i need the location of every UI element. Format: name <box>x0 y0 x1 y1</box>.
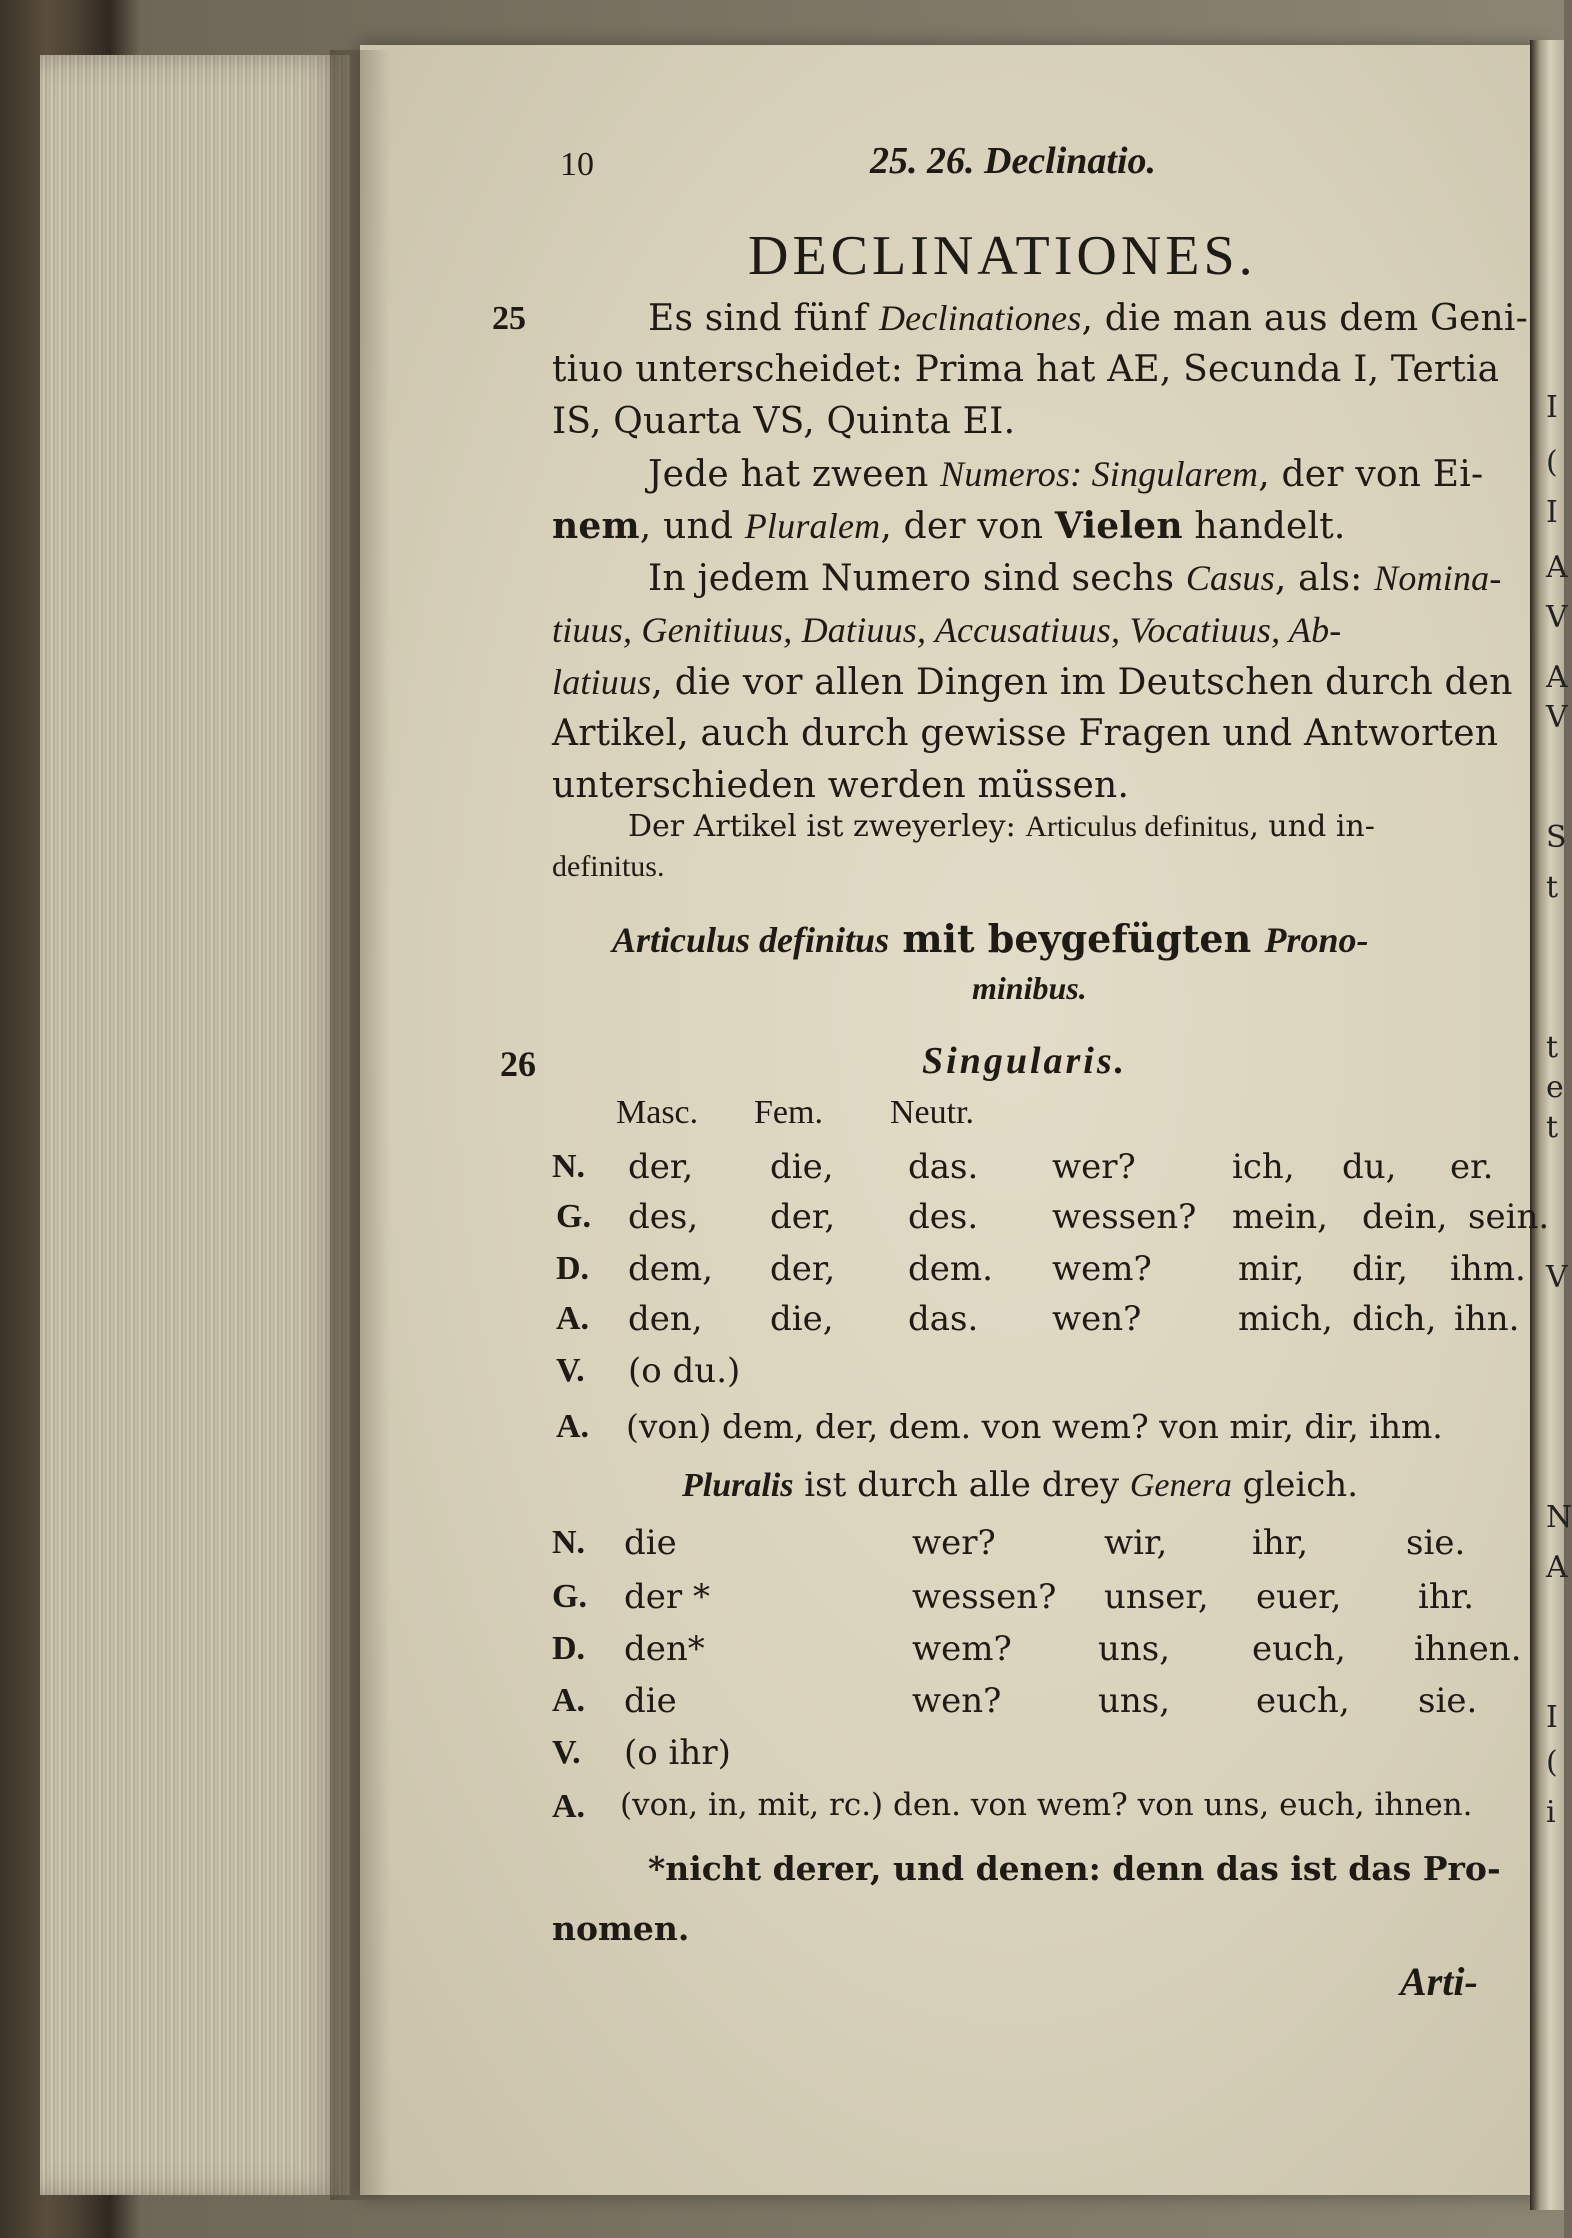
text-span: Vielen <box>1054 505 1183 547</box>
next-page-char: S <box>1546 820 1567 855</box>
ablative-plural: (von, in, mit, rc.) den. von wem? von uns, euch, ihnen. <box>620 1787 1473 1823</box>
next-page-char: t <box>1546 1030 1559 1065</box>
pronoun-2: dich, <box>1352 1299 1437 1339</box>
next-page-char: V <box>1546 1260 1568 1295</box>
pluralis-line <box>682 1465 1359 1505</box>
article-neutr: dem. <box>908 1249 993 1289</box>
articulus-heading <box>612 916 1369 961</box>
text-span: Genera <box>1129 1467 1232 1504</box>
ablative-singular: (von) dem, der, dem. von wem? von mir, dir, ihm. <box>626 1407 1443 1446</box>
column-header-masc: Masc. <box>616 1094 699 1131</box>
vocative-singular: (o du.) <box>628 1351 741 1391</box>
case-label: N. <box>552 1524 586 1561</box>
question-word: wessen? <box>1052 1197 1197 1237</box>
page-stack-edges <box>40 55 350 2195</box>
text-span: Casus <box>1185 558 1275 598</box>
case-label: D. <box>556 1250 590 1287</box>
case-label: A. <box>556 1300 590 1337</box>
pronoun-2: du, <box>1342 1147 1397 1187</box>
section-marker-26: 26 <box>500 1044 536 1084</box>
next-page-char: V <box>1546 600 1568 635</box>
case-label: N. <box>552 1148 586 1185</box>
text-line: definitus. <box>552 850 665 883</box>
footnote-line: nomen. <box>552 1909 690 1948</box>
next-page-char: I <box>1546 1700 1558 1735</box>
page-number: 10 <box>560 146 594 183</box>
text-span: , die man aus dem Geni- <box>1081 298 1528 339</box>
pronoun-1: mir, <box>1238 1249 1305 1289</box>
text-span: nem <box>552 505 640 547</box>
next-page-char: I <box>1546 495 1558 530</box>
pronoun-2: ihr, <box>1252 1523 1309 1563</box>
text-line <box>648 300 1528 337</box>
next-page-char: ( <box>1546 1745 1558 1780</box>
pronoun-2: euch, <box>1252 1629 1346 1669</box>
next-page-char: I <box>1546 390 1558 425</box>
text-span: Numeros: Singularem <box>940 454 1259 494</box>
pronoun-2: dein, <box>1362 1197 1448 1237</box>
column-header-neutr: Neutr. <box>890 1094 975 1131</box>
pronoun-3: sein. <box>1468 1197 1550 1237</box>
text-span: , die vor allen Dingen im Deutschen durch den <box>651 662 1513 703</box>
pronoun-3: sie. <box>1406 1523 1466 1563</box>
next-page-char: V <box>1546 700 1568 735</box>
article-neutr: das. <box>908 1299 979 1339</box>
vocative-plural: (o ihr) <box>624 1733 731 1773</box>
pronoun-2: euch, <box>1256 1681 1350 1721</box>
article-fem: die, <box>770 1147 834 1187</box>
text-line: tiuus, Genitiuus, Datiuus, Accusatiuus, Vocatiuus, Ab- <box>552 610 1342 650</box>
pronoun-1: mich, <box>1238 1299 1333 1339</box>
footnote-line: *nicht derer, und denen: denn das ist das Pro- <box>648 1849 1501 1888</box>
text-span: , und in- <box>1249 809 1375 844</box>
plural-article: der * <box>624 1577 710 1617</box>
text-span: Jede hat zween <box>648 454 941 495</box>
singularis-heading: Singularis. <box>922 1040 1128 1082</box>
plural-article: die <box>624 1523 677 1563</box>
text-span: handelt. <box>1182 506 1346 547</box>
pronoun-2: dir, <box>1352 1249 1408 1289</box>
section-marker-25: 25 <box>492 300 526 337</box>
catchword: Arti- <box>1400 1959 1478 2004</box>
text-span: In jedem Numero sind sechs <box>648 558 1186 599</box>
question-word: wer? <box>912 1523 996 1563</box>
text-span: Der Artikel ist zweyerley: <box>628 809 1026 844</box>
article-fem: der, <box>770 1249 836 1289</box>
text-span: , der von <box>880 506 1055 547</box>
page-title: DECLINATIONES. <box>748 225 1257 287</box>
pronoun-3: ihnen. <box>1414 1629 1522 1669</box>
column-header-fem: Fem. <box>754 1094 823 1131</box>
next-page-char: e <box>1546 1070 1564 1105</box>
case-label: A. <box>552 1788 586 1825</box>
question-word: wer? <box>1052 1147 1136 1187</box>
case-label: V. <box>552 1734 581 1771</box>
question-word: wen? <box>1052 1299 1142 1339</box>
case-label: G. <box>556 1198 591 1235</box>
text-span: , als: <box>1274 558 1375 599</box>
text-line: Artikel, auch durch gewisse Fragen und Antworten <box>552 713 1499 754</box>
text-span: Pluralem <box>744 506 881 546</box>
pronoun-2: euer, <box>1256 1577 1342 1617</box>
article-fem: die, <box>770 1299 834 1339</box>
text-span: Pluralis <box>682 1467 794 1504</box>
text-line <box>648 456 1483 493</box>
next-page-char: t <box>1546 1110 1559 1145</box>
pronoun-1: unser, <box>1104 1577 1209 1617</box>
spine-shadow <box>330 50 390 2200</box>
pronoun-3: ihn. <box>1454 1299 1520 1339</box>
next-page-char: A <box>1546 550 1568 585</box>
pronoun-3: sie. <box>1418 1681 1478 1721</box>
pronoun-1: mein, <box>1232 1197 1328 1237</box>
next-page-char: ( <box>1546 445 1558 480</box>
text-span: Es sind fünf <box>648 298 879 339</box>
article-masc: dem, <box>628 1249 713 1289</box>
case-label: G. <box>552 1578 587 1615</box>
question-word: wessen? <box>912 1577 1057 1617</box>
text-line: unterschieden werden müssen. <box>552 765 1130 806</box>
text-span: gleich. <box>1231 1465 1359 1505</box>
pronoun-3: ihr. <box>1418 1577 1475 1617</box>
text-line <box>628 809 1375 844</box>
case-label: D. <box>552 1630 586 1667</box>
case-label: V. <box>556 1352 585 1389</box>
case-label: A. <box>552 1682 586 1719</box>
article-neutr: das. <box>908 1147 979 1187</box>
pronoun-1: uns, <box>1098 1629 1171 1669</box>
question-word: wem? <box>912 1629 1012 1669</box>
article-masc: der, <box>628 1147 694 1187</box>
plural-article: den* <box>624 1629 705 1669</box>
pronoun-1: wir, <box>1104 1523 1168 1563</box>
text-span: Nomina- <box>1374 558 1502 598</box>
text-line: IS, Quarta VS, Quinta EI. <box>552 401 1016 442</box>
text-span: ist durch alle drey <box>793 1465 1130 1505</box>
text-span: Declinationes <box>878 298 1082 338</box>
text-span: Prono- <box>1264 920 1369 960</box>
text-span: , und <box>639 506 745 547</box>
text-span: Articulus definitus <box>612 920 890 960</box>
question-word: wen? <box>912 1681 1002 1721</box>
pronoun-3: ihm. <box>1450 1249 1526 1289</box>
text-line <box>552 664 1513 701</box>
plural-article: die <box>624 1681 677 1721</box>
text-span: latiuus <box>552 662 652 702</box>
article-masc: des, <box>628 1197 699 1237</box>
text-line: tiuo unterscheidet: Prima hat AE, Secunda I, Tertia <box>552 349 1500 390</box>
running-title: 25. 26. Declinatio. <box>870 140 1157 182</box>
article-masc: den, <box>628 1299 703 1339</box>
question-word: wem? <box>1052 1249 1152 1289</box>
next-page-char: i <box>1546 1795 1556 1830</box>
text-line <box>552 505 1346 547</box>
next-page-char: N <box>1546 1500 1572 1535</box>
pronoun-1: uns, <box>1098 1681 1171 1721</box>
next-page-char: A <box>1546 1550 1568 1585</box>
article-neutr: des. <box>908 1197 979 1237</box>
next-page-char: A <box>1546 660 1568 695</box>
text-span: mit beygefügten <box>889 916 1265 961</box>
next-page-char: t <box>1546 870 1559 905</box>
pronoun-1: ich, <box>1232 1147 1295 1187</box>
article-fem: der, <box>770 1197 836 1237</box>
case-label: A. <box>556 1408 590 1445</box>
text-line <box>648 560 1502 597</box>
text-span: , der von Ei- <box>1258 454 1484 495</box>
pronoun-3: er. <box>1450 1147 1494 1187</box>
text-span: Articulus definitus <box>1025 810 1250 843</box>
articulus-heading-cont: minibus. <box>972 970 1087 1006</box>
